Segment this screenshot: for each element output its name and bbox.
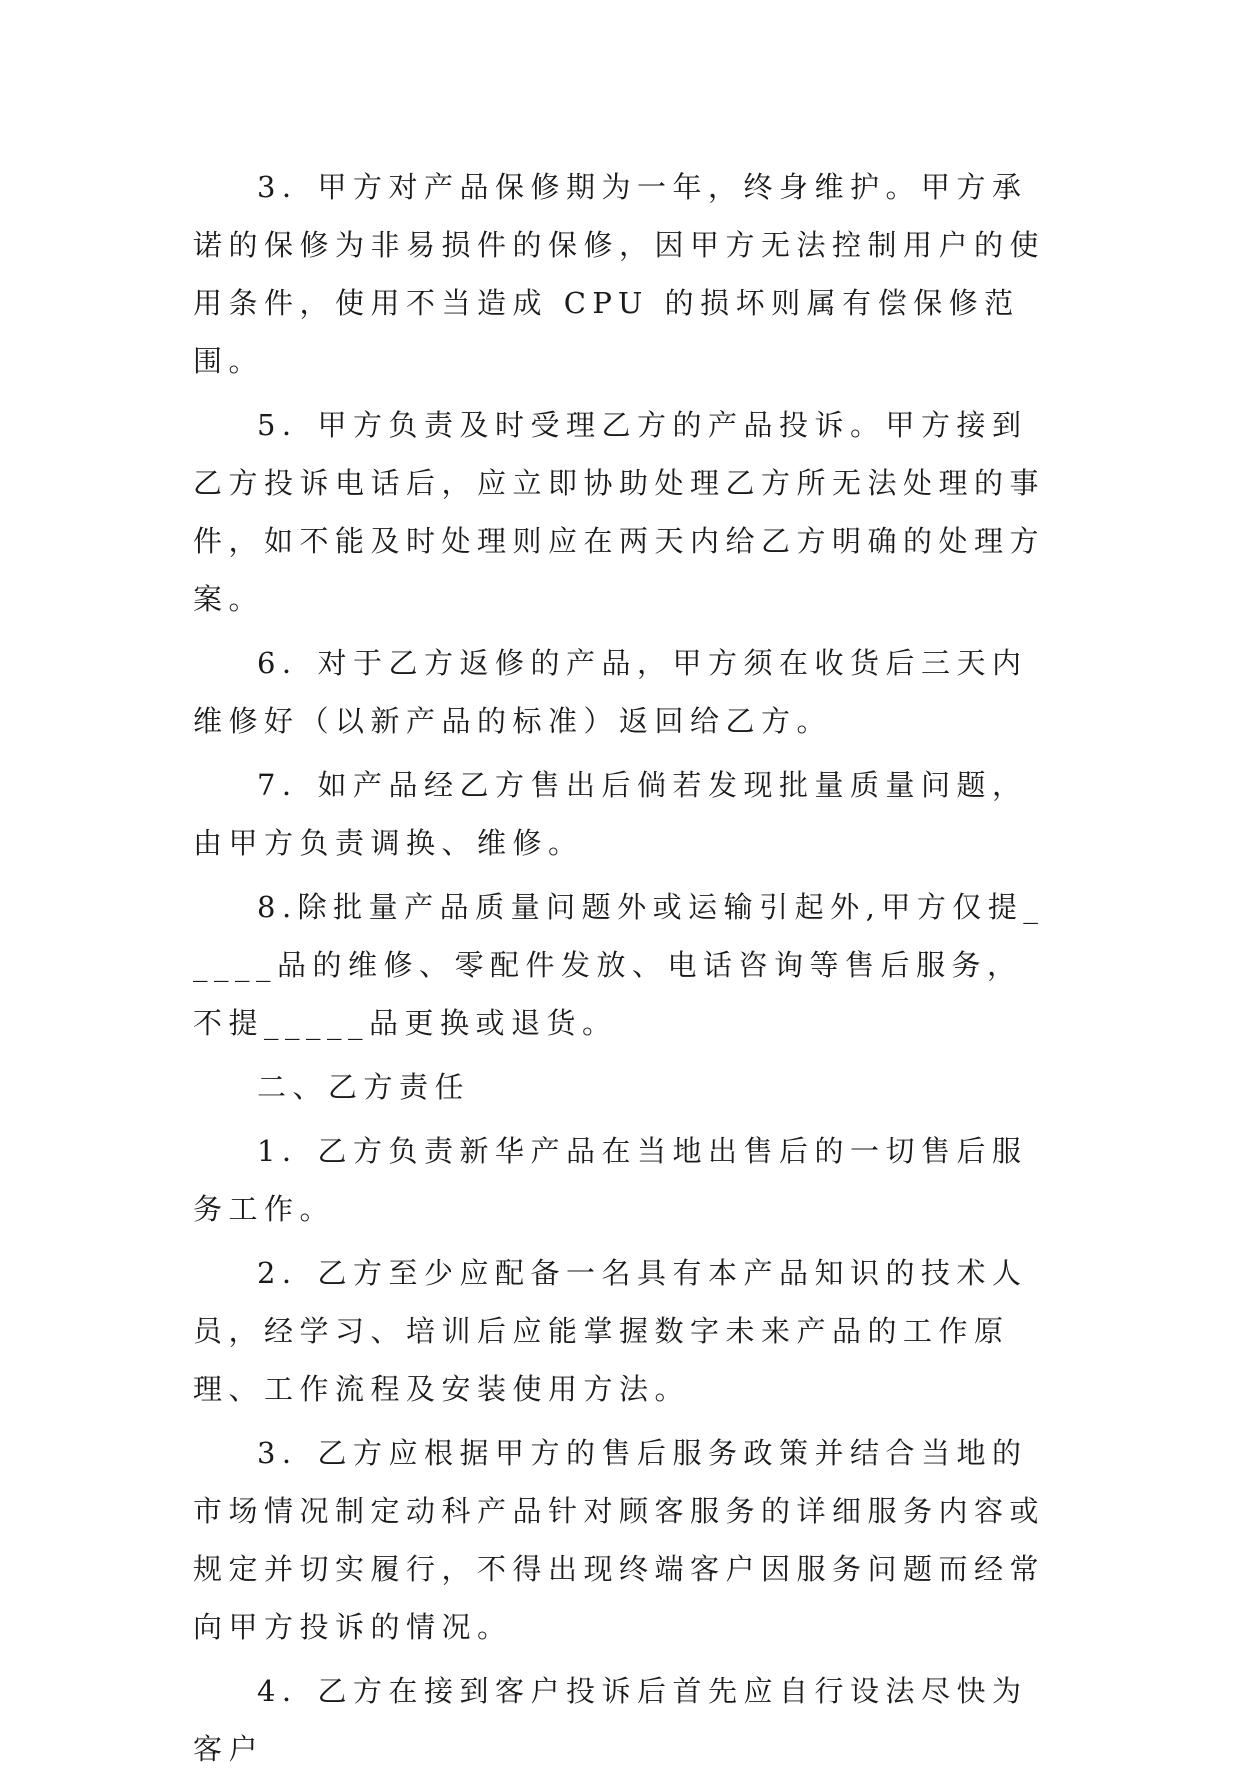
- section-heading-party-b: 二、乙方责任: [257, 1070, 471, 1104]
- clause-service-scope: 8.除批量产品质量问题外或运输引起外,甲方仅提_____品的维修、零配件发放、电话咨询等售后服务，不提_____品更换或退货。: [193, 890, 1045, 1040]
- clause-complaint-handling: 5．甲方负责及时受理乙方的产品投诉。甲方接到乙方投诉电话后，应立即协助处理乙方所无法处理的事件，如不能及时处理则应在两天内给乙方明确的处理方案。: [193, 408, 1046, 616]
- clause-party-b-technician: 2．乙方至少应配备一名具有本产品知识的技术人员，经学习、培训后应能掌握数字未来产品的工作原理、工作流程及安装使用方法。: [193, 1256, 1028, 1406]
- clause-party-b-complaint: 4．乙方在接到客户投诉后首先应自行设法尽快为客户: [193, 1674, 1028, 1766]
- clause-batch-quality: 7．如产品经乙方售出后倘若发现批量质量问题，由甲方负责调换、维修。: [193, 768, 1028, 860]
- document-page: [193, 158, 1053, 1784]
- clause-warranty: 3．甲方对产品保修期为一年，终身维护。甲方承诺的保修为非易损件的保修，因甲方无法控制用户的使用条件，使用不当造成 CPU 的损坏则属有偿保修范围。: [193, 170, 1046, 378]
- clause-party-b-service-policy: 3．乙方应根据甲方的售后服务政策并结合当地的市场情况制定动科产品针对顾客服务的详细服务内容或规定并切实履行，不得出现终端客户因服务问题而经常向甲方投诉的情况。: [193, 1436, 1046, 1644]
- clause-repair-return: 6．对于乙方返修的产品，甲方须在收货后三天内维修好（以新产品的标准）返回给乙方。: [193, 646, 1028, 738]
- clause-party-b-after-sales: 1．乙方负责新华产品在当地出售后的一切售后服务工作。: [193, 1134, 1028, 1226]
